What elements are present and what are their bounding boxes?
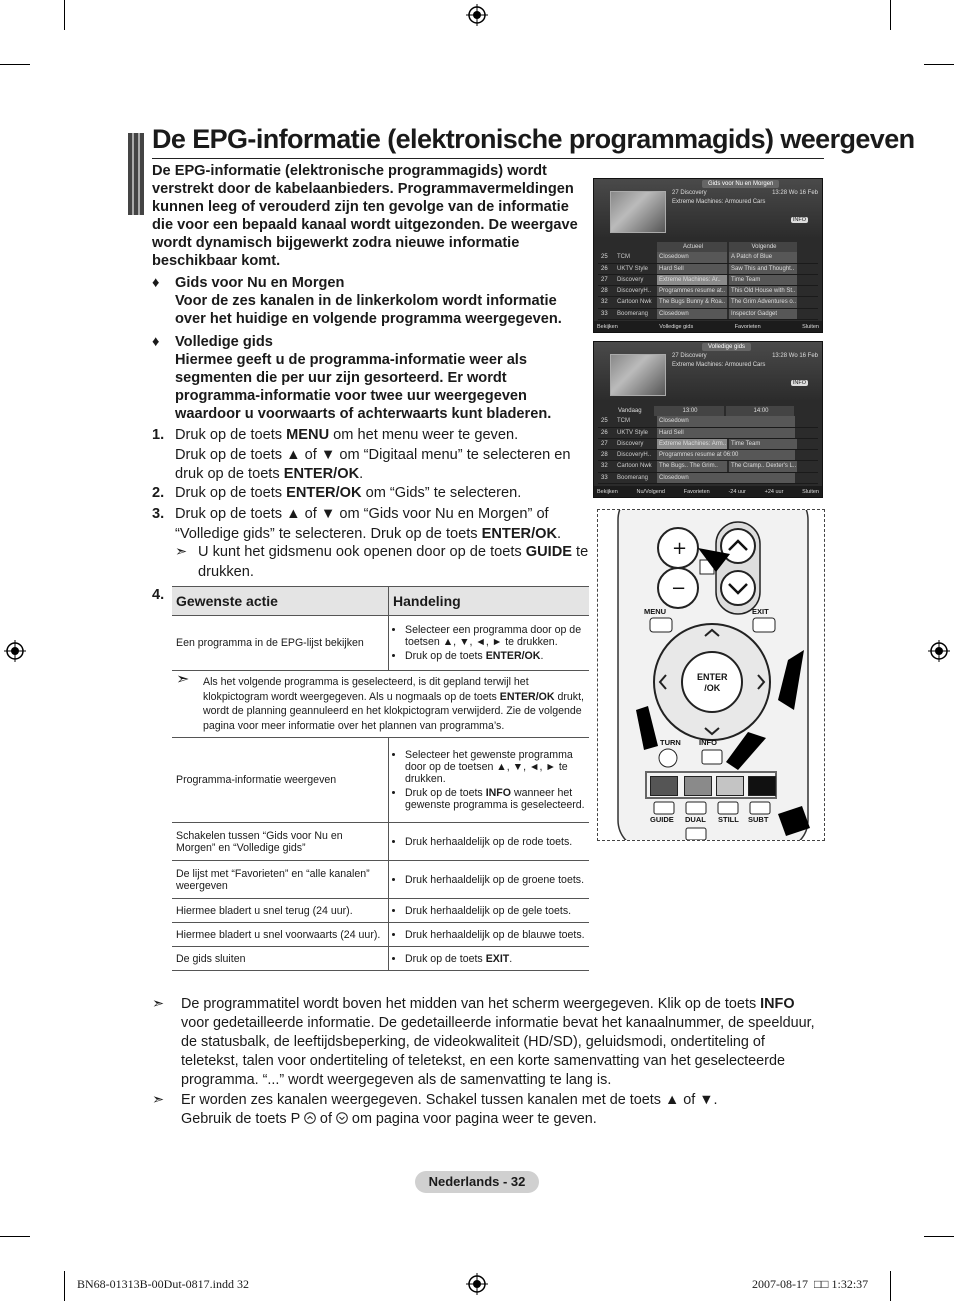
prog-slot: The Bugs.. The Grim.. (657, 461, 727, 471)
handling-text: Druk op de toets (405, 952, 486, 965)
key-label: ENTER/OK (286, 485, 362, 501)
ch-num: 26 (601, 429, 608, 436)
ch-num: 33 (601, 310, 608, 317)
key-label: ENTER/OK (283, 466, 360, 482)
intro-paragraph: De EPG-informatie (elektronische programmagids) wordt verstrekt door de kabelaanbieders. Programmavermeldingen kunnen leeg of verouderd zijn ten gevolge van de informatie die voor een bepaald kanaal wordt uitgezonden. De weergave wordt dynamisch bijgewerkt zodra nieuwe informatie beschikbaar komt. (152, 163, 578, 269)
handling-item: • Druk herhaaldelijk op de rode toets. (405, 836, 585, 848)
handling-cell (389, 947, 590, 971)
title-accent-bar (128, 133, 144, 215)
registration-mark-icon (466, 4, 488, 26)
crop-mark (890, 1271, 891, 1301)
table-row (172, 823, 589, 861)
epg-row[interactable] (598, 461, 818, 472)
table-note-row (172, 671, 589, 738)
ch-num: 25 (601, 418, 608, 425)
still-button-label[interactable]: STILL (718, 815, 739, 824)
step-number: 3. (152, 506, 165, 522)
channel-down-icon (336, 1112, 348, 1124)
slug-time: 1:32:37 (831, 1277, 869, 1291)
note-arrow-icon: ➣ (175, 544, 188, 560)
epg-header (594, 179, 822, 237)
table-row (172, 616, 589, 671)
bullet-body: Hiermee geeft u de programma-informatie weer als segmenten die per uur zijn gesorteerd. Er wordt programma-informatie voor twee uur weergegeven waardoor u voorwaarts of achterwaarts kunt bladeren. (175, 352, 552, 422)
page-number-badge: Nederlands - 32 (415, 1171, 539, 1193)
epg-row[interactable] (598, 309, 818, 320)
step-text: Druk op de toets (175, 427, 287, 443)
ch-name: Boomerang (617, 310, 649, 317)
col-header-action: Gewenste actie (172, 587, 389, 616)
menu-button-label[interactable]: MENU (644, 607, 667, 616)
epg-grid (598, 406, 818, 484)
key-label: ENTER/OK (481, 525, 558, 542)
key-label: EXIT (485, 952, 510, 965)
epg-row[interactable] (598, 297, 818, 308)
prog-next: Inspector Gadget (729, 309, 797, 319)
epg-datetime: 13:28 Wo 16 Feb (772, 353, 818, 359)
crop-mark (0, 64, 30, 65)
prog-slot: Hard Sell (657, 428, 795, 438)
prog-slot: Closedown (657, 473, 795, 483)
note-text: te drukken. (198, 544, 589, 580)
col-header-handling: Handeling (389, 587, 590, 616)
bullet-head: Gids voor Nu en Morgen (175, 275, 345, 291)
action-cell: Hiermee bladert u snel terug (24 uur). (172, 899, 389, 923)
col-day: Vandaag (618, 408, 642, 414)
slug-timestamp (752, 1277, 868, 1292)
epg-row[interactable] (598, 416, 818, 427)
epg-row[interactable] (598, 286, 818, 297)
step-text: om het menu weer te geven. (329, 427, 519, 443)
handling-item: • Selecteer het gewenste programma door op de toetsen ▲, ▼, ◄, ► te drukken. (405, 749, 585, 785)
epg-header (594, 342, 822, 400)
prog-now: Programmes resume at.. (657, 286, 727, 296)
epg-footer (594, 486, 822, 497)
green-button[interactable] (684, 776, 712, 796)
ch-num: 32 (601, 299, 608, 306)
footer-favorites: Favorieten (734, 323, 761, 330)
subtitle-button-label[interactable]: SUBT (748, 815, 769, 824)
channel-up-icon (304, 1112, 316, 1124)
svg-text:+: + (672, 538, 688, 559)
step-text: om “Gids” te selecteren. (361, 485, 522, 501)
key-label: INFO (485, 787, 511, 799)
action-cell: Programma-informatie weergeven (172, 738, 389, 823)
ch-name: TCM (617, 254, 630, 261)
footer-favorites: Favorieten (683, 488, 710, 495)
step-text: . (359, 466, 364, 482)
page-title: De EPG-informatie (elektronische programmagids) weergeven (152, 124, 915, 154)
ch-name: Cartoon Nwk (617, 463, 652, 470)
handling-item (405, 787, 585, 811)
note-text: drukt, wordt de planning geannuleerd en het klokpictogram verwijderd. Zie de volgende pagina voor meer informatie over het plannen van programma’s. (203, 690, 584, 732)
prog-slot: The Cramp.. Dexter's L.. (729, 461, 797, 471)
ch-name: Discovery (617, 440, 644, 447)
key-label: GUIDE (525, 544, 572, 560)
epg-footer (594, 321, 822, 332)
ch-name: Boomerang (617, 474, 649, 481)
epg-row[interactable] (598, 264, 818, 275)
table-row (172, 899, 589, 923)
action-cell: Schakelen tussen “Gids voor Nu en Morgen” en “Volledige gids” (172, 823, 389, 861)
ch-name: UKTV Style (617, 265, 649, 272)
bullet-marker: ♦ (152, 275, 160, 291)
epg-row-selected[interactable] (598, 439, 818, 450)
epg-program: Extreme Machines: Armoured Cars (672, 362, 766, 368)
handling-text: . (540, 650, 544, 662)
ch-name: UKTV Style (617, 429, 649, 436)
footer-fwd-24: +24 uur (764, 488, 784, 495)
handling-cell (389, 923, 590, 947)
epg-row[interactable] (598, 450, 818, 461)
handling-cell (389, 899, 590, 923)
step-number: 1. (152, 427, 165, 443)
action-table (172, 586, 589, 971)
prog-now: Closedown (657, 252, 727, 262)
epg-info (672, 189, 818, 207)
table-row (172, 738, 589, 823)
step-number: 2. (152, 485, 165, 501)
col-time-1: 13:00 (654, 406, 724, 416)
preview-thumbnail-icon (610, 191, 666, 233)
footer-back-24: -24 uur (728, 488, 746, 495)
epg-title: Gids voor Nu en Morgen (702, 180, 779, 188)
epg-row[interactable] (598, 252, 818, 263)
note-arrow-icon: ➣ (152, 996, 165, 1012)
dual-button-label[interactable]: DUAL (685, 815, 706, 824)
step-text: Druk op de toets (175, 485, 287, 501)
exit-button-label[interactable]: EXIT (752, 607, 769, 616)
ch-num: 33 (601, 474, 608, 481)
col-next: Volgende (729, 242, 797, 252)
ch-num: 32 (601, 463, 608, 470)
prog-now: Hard Sell (657, 264, 727, 274)
handling-cell (389, 616, 590, 671)
crop-mark (890, 0, 891, 30)
handling-text: Druk op de toets (405, 650, 486, 662)
yellow-button[interactable] (716, 776, 744, 796)
registration-mark-icon (4, 640, 26, 662)
action-cell: De lijst met “Favorieten” en “alle kanalen” weergeven (172, 861, 389, 899)
action-cell: Hiermee bladert u snel voorwaarts (24 uur). (172, 923, 389, 947)
action-cell: De gids sluiten (172, 947, 389, 971)
note-arrow-icon: ➣ (176, 671, 190, 688)
epg-channel: 27 Discovery (672, 190, 707, 196)
table-row (172, 923, 589, 947)
epg-channel: 27 Discovery (672, 353, 707, 359)
note-arrow-icon: ➣ (152, 1092, 165, 1108)
ch-name: Cartoon Nwk (617, 299, 652, 306)
crop-mark (0, 1236, 30, 1237)
prog-slot: Time Team (729, 439, 797, 449)
prog-slot: Closedown (657, 416, 795, 426)
ch-num: 27 (601, 276, 608, 283)
ch-num: 25 (601, 254, 608, 261)
handling-cell (389, 861, 590, 899)
footer-full-guide: Volledige gids (659, 323, 694, 330)
bullet-marker: ♦ (152, 334, 160, 350)
step-text: Druk op de toets ▲ of ▼ om “Digitaal menu” te selecteren en druk op de toets (175, 446, 571, 482)
svg-text:−: − (671, 578, 687, 599)
slug-filename: BN68-01313B-00Dut-0817.indd 32 (77, 1277, 249, 1291)
note-text: De programmatitel wordt boven het midden van het scherm weergegeven. Klik op de toets (181, 996, 761, 1012)
slug-date: 2007-08-17 (752, 1277, 808, 1291)
prog-now: Extreme Machines: Ar.. (657, 275, 727, 285)
prog-next: Time Team (729, 275, 797, 285)
note-text: of (315, 1111, 336, 1127)
epg-row-selected[interactable] (598, 275, 818, 286)
handling-cell (389, 738, 590, 823)
info-badge: INFO (792, 217, 806, 223)
epg-row[interactable] (598, 428, 818, 439)
key-label: MENU (286, 427, 330, 443)
col-now: Actueel (657, 242, 727, 252)
slug-boxes: □□ (814, 1277, 829, 1291)
epg-program: Extreme Machines: Armoured Cars (672, 199, 766, 205)
table-row (172, 861, 589, 899)
prog-now: The Bugs Bunny & Roa.. (657, 297, 727, 307)
handling-item (405, 953, 585, 965)
preview-thumbnail-icon (610, 354, 666, 396)
action-cell: Een programma in de EPG-lijst bekijken (172, 616, 389, 671)
prog-next: A Patch of Blue (729, 252, 797, 262)
key-label: ENTER/OK (499, 690, 555, 703)
epg-grid (598, 242, 818, 320)
epg-datetime: 13:28 Wo 16 Feb (772, 190, 818, 196)
enter-ok-button[interactable]: ENTER /OK (697, 672, 728, 693)
crop-mark (64, 0, 65, 30)
note-text: voor gedetailleerde informatie. De gedetailleerde informatie bevat het kanaalnummer, de speelduur, de statusbalk, de leeftijdsbeperking, de videokwaliteit (HD/SD), geluidsmodi, ondertiteling of teletekst, talen voor ondertiteling of teletekst, en een korte samenvatting van het geselecteerde programma. “...” wordt weergegeven als de samenvatting te lang is. (181, 1015, 815, 1088)
note-text: Er worden zes kanalen weergegeven. Schakel tussen kanalen met de toets ▲ of ▼. (181, 1092, 718, 1108)
prog-slot: Programmes resume at 06:00 (657, 450, 795, 460)
handling-item: • Druk herhaaldelijk op de gele toets. (405, 905, 585, 917)
registration-mark-icon (928, 640, 950, 662)
footer-view: Bekijken (597, 488, 618, 495)
ch-num: 26 (601, 265, 608, 272)
bullet-body: Voor de zes kanalen in de linkerkolom wordt informatie over het huidige en volgende programma weergegeven. (175, 293, 562, 327)
epg-full-guide-screen (593, 341, 823, 498)
handling-text: Druk op de toets (405, 787, 486, 799)
key-label: ENTER/OK (485, 650, 541, 662)
epg-row[interactable] (598, 473, 818, 484)
blue-button[interactable] (748, 776, 776, 796)
prog-next: The Grim Adventures o.. (729, 297, 797, 307)
ch-num: 28 (601, 288, 608, 295)
remote-control-illustration (597, 509, 825, 841)
step-text: Druk op de toets ▲ of ▼ om “Gids voor Nu en Morgen” of “Volledige gids” te selecteren. Druk op de toets (175, 506, 549, 542)
crop-mark (924, 64, 954, 65)
table-row (172, 947, 589, 971)
guide-button-label[interactable]: GUIDE (650, 815, 674, 824)
key-label: INFO (760, 996, 795, 1012)
handling-text: . (509, 952, 513, 965)
epg-info (672, 352, 818, 370)
table-note-cell (172, 671, 589, 738)
step-text: . (557, 525, 562, 542)
ch-name: Discovery (617, 276, 644, 283)
footer-close: Sluiten (802, 488, 819, 495)
epg-title: Volledige gids (702, 343, 751, 351)
handling-item: • Druk herhaaldelijk op de groene toets. (405, 874, 585, 886)
info-badge: INFO (792, 380, 806, 386)
epg-grid-header (598, 242, 818, 252)
crop-mark (64, 1271, 65, 1301)
footer-now-next: Nu/Volgend (636, 488, 665, 495)
info-button-label[interactable]: INFO (699, 738, 717, 747)
prog-now: Closedown (657, 309, 727, 319)
step-number: 4. (152, 587, 165, 603)
note-text: U kunt het gidsmenu ook openen door op de toets (198, 544, 526, 560)
epg-grid-header (598, 406, 818, 416)
ch-name: DiscoveryH.. (617, 288, 652, 295)
footer-view: Bekijken (597, 323, 618, 330)
handling-item (405, 650, 585, 662)
bullet-head: Volledige gids (175, 334, 273, 350)
prog-slot: Extreme Machines: Arm.. (657, 439, 727, 449)
note-text: Als het volgende programma is geselecteerd, is dit gepland terwijl het klokpictogram wordt weergegeven. Als u nogmaals op de toets (203, 676, 529, 703)
handling-item: • Druk herhaaldelijk op de blauwe toets. (405, 929, 585, 941)
ch-num: 28 (601, 452, 608, 459)
prog-next: This Old House with St.. (729, 286, 797, 296)
epg-now-next-screen (593, 178, 823, 333)
col-time-2: 14:00 (726, 406, 794, 416)
note-text: om pagina voor pagina weer te geven. (347, 1111, 597, 1127)
title-underline (152, 158, 824, 159)
registration-mark-icon (466, 1273, 488, 1295)
crop-mark (924, 1236, 954, 1237)
ch-name: DiscoveryH.. (617, 452, 652, 459)
handling-cell (389, 823, 590, 861)
ch-num: 27 (601, 440, 608, 447)
handling-text: wanneer het gewenste programma is geselecteerd. (405, 787, 585, 811)
red-button[interactable] (650, 776, 678, 796)
note-text: Gebruik de toets P (181, 1111, 304, 1127)
ch-name: TCM (617, 418, 630, 425)
return-button-label[interactable]: TURN (660, 738, 681, 747)
prog-next: Saw This and Thought.. (729, 264, 797, 274)
handling-item: • Selecteer een programma door op de toetsen ▲, ▼, ◄, ► te drukken. (405, 624, 585, 648)
footer-close: Sluiten (802, 323, 819, 330)
